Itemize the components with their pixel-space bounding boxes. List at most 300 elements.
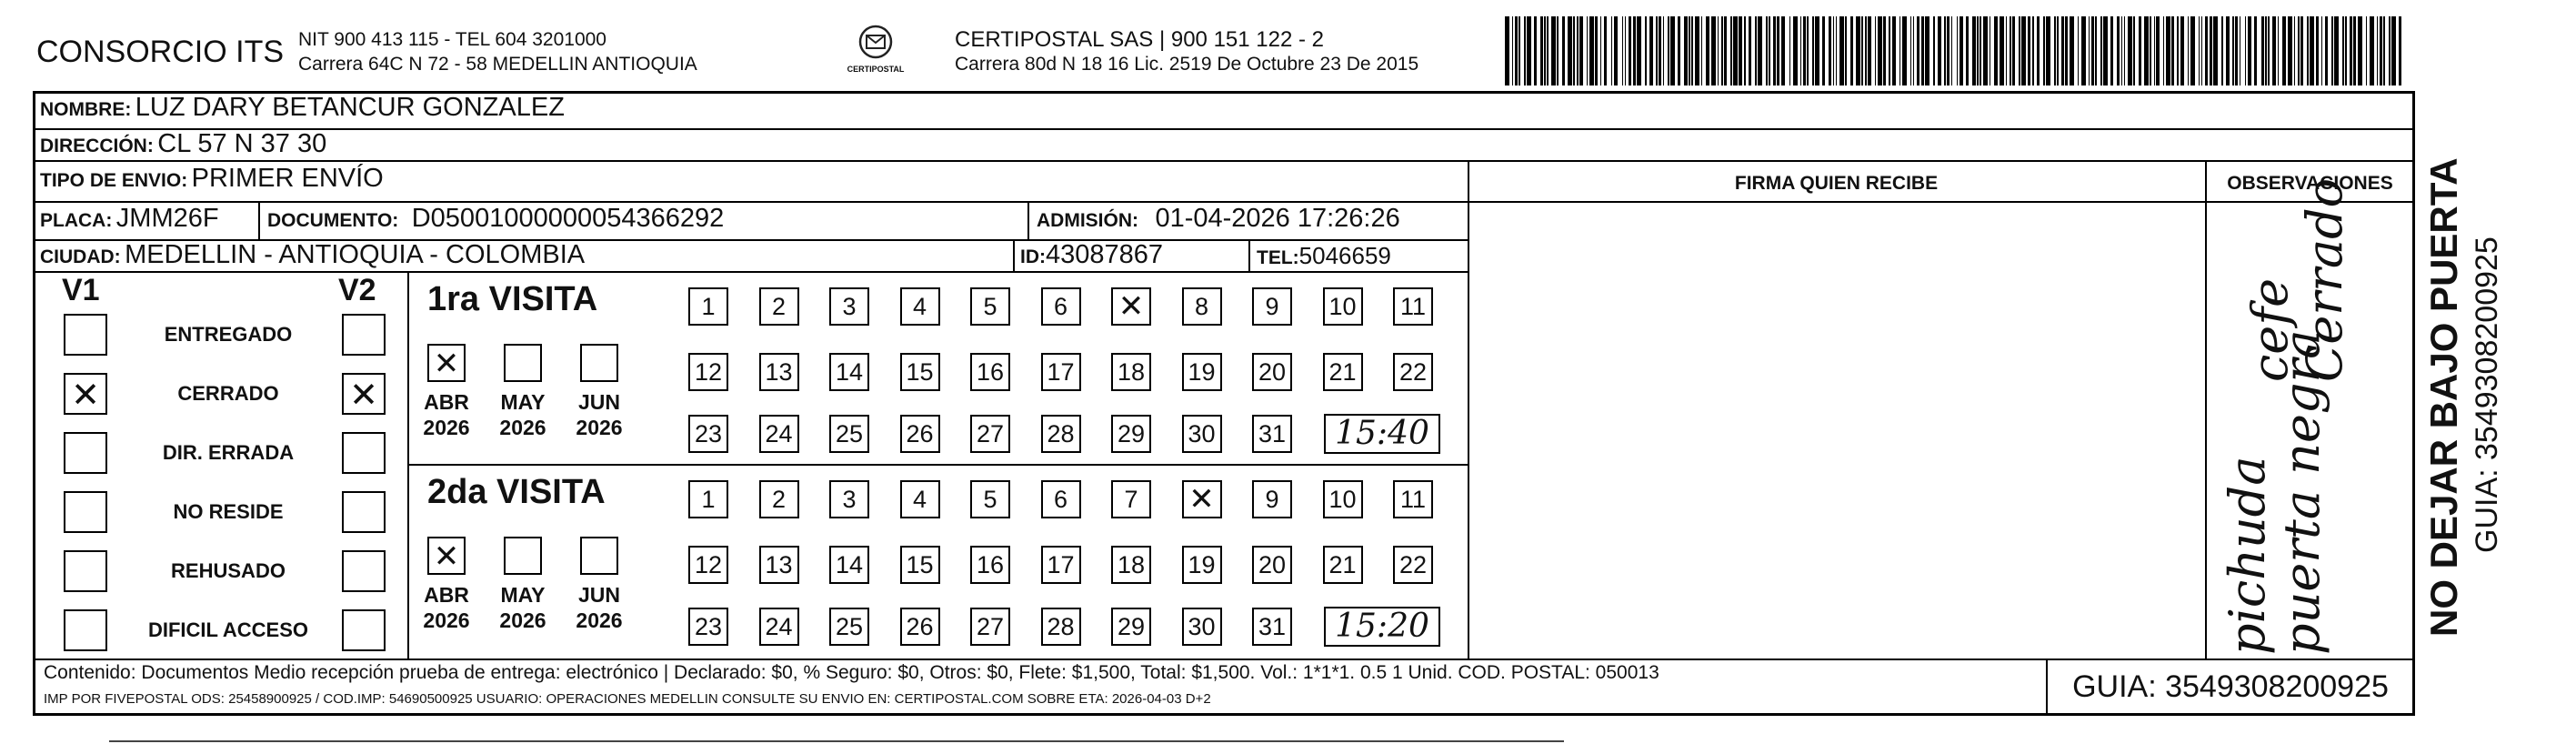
- day-box[interactable]: 14: [829, 353, 869, 391]
- barcode-bar: [1902, 16, 1907, 85]
- barcode-bar: [1966, 16, 1969, 85]
- v1-checkbox[interactable]: [64, 550, 107, 592]
- name-row: [40, 93, 565, 123]
- carrier-nit-line: CERTIPOSTAL SAS | 900 151 122 - 2: [955, 27, 1324, 52]
- day-box[interactable]: 3: [829, 287, 869, 326]
- signature-header: FIRMA QUIEN RECIBE: [1734, 173, 1939, 194]
- barcode-bar: [1733, 16, 1738, 85]
- day-box[interactable]: 6: [1041, 287, 1081, 326]
- barcode-bar: [1883, 16, 1886, 85]
- barcode-bar: [2399, 16, 2401, 85]
- v2-checkbox[interactable]: [342, 432, 386, 474]
- barcode-bar: [2245, 16, 2247, 85]
- barcode-bar: [1947, 16, 1950, 85]
- barcode-bar: [2391, 16, 2396, 85]
- month-year: 2026: [499, 608, 546, 632]
- barcode-bar: [1789, 16, 1791, 85]
- day-box[interactable]: 14: [829, 546, 869, 584]
- barcode-bar: [2156, 16, 2159, 85]
- barcode-bar: [2089, 16, 2090, 85]
- barcode-bar: [1990, 16, 1991, 85]
- barcode-bar: [1515, 16, 1518, 85]
- month-name: JUN: [577, 390, 620, 414]
- day-box[interactable]: 30: [1182, 415, 1222, 453]
- barcode-bar: [1656, 16, 1658, 85]
- day-box[interactable]: ✕: [1182, 480, 1222, 518]
- day-box[interactable]: 4: [900, 480, 940, 518]
- barcode-bar: [1505, 16, 1509, 85]
- day-box[interactable]: 19: [1182, 353, 1222, 391]
- visit-time[interactable]: 15:20: [1324, 607, 1440, 647]
- barcode-bar: [2294, 16, 2296, 85]
- month-checkbox[interactable]: [580, 344, 618, 382]
- day-box[interactable]: 11: [1393, 480, 1433, 518]
- day-box[interactable]: 16: [970, 546, 1010, 584]
- barcode-bar: [2316, 16, 2319, 85]
- day-box[interactable]: 31: [1252, 415, 1292, 453]
- barcode-bar: [2350, 16, 2352, 85]
- barcode-bar: [1625, 16, 1627, 85]
- barcode-bar: [2019, 16, 2020, 85]
- barcode-bar: [1589, 16, 1594, 85]
- v1-checkbox[interactable]: [64, 432, 107, 474]
- side-guide-number: GUIA: 3549308200925: [2470, 236, 2504, 553]
- id-label: ID:: [1020, 246, 1046, 267]
- barcode-bar: [2300, 16, 2303, 85]
- barcode-bar: [2248, 16, 2252, 85]
- day-box[interactable]: 12: [688, 353, 728, 391]
- barcode-bar: [1689, 16, 1690, 85]
- barcode-bar: [1711, 16, 1716, 85]
- barcode-bar: [1836, 16, 1838, 85]
- barcode-bar: [1972, 16, 1975, 85]
- barcode-bar: [2103, 16, 2108, 85]
- barcode-bar: [2288, 16, 2292, 85]
- barcode-bar: [2054, 16, 2056, 85]
- envelope-logo-icon: [856, 24, 896, 60]
- barcode-bar: [2345, 16, 2347, 85]
- barcode-bar: [2334, 16, 2339, 85]
- barcode-bar: [1910, 16, 1912, 85]
- day-box[interactable]: 21: [1323, 353, 1363, 391]
- barcode-bar: [2310, 16, 2314, 85]
- day-box[interactable]: 29: [1111, 415, 1151, 453]
- barcode-bar: [1595, 16, 1598, 85]
- v2-checkbox[interactable]: [342, 550, 386, 592]
- month-name: ABR: [424, 583, 469, 607]
- barcode-bar: [1691, 16, 1693, 85]
- barcode-bar: [2177, 16, 2179, 85]
- barcode-bar: [2100, 16, 2102, 85]
- day-box[interactable]: 15: [900, 353, 940, 391]
- month-checkbox[interactable]: [504, 537, 542, 575]
- v1-header: V1: [62, 273, 100, 307]
- day-box[interactable]: 17: [1041, 546, 1081, 584]
- barcode-bar: [1812, 16, 1814, 85]
- handwritten-note-2: puerta negra: [2273, 329, 2330, 655]
- barcode-bar: [1899, 16, 1901, 85]
- barcode-bar: [2235, 16, 2238, 85]
- barcode-bar: [1845, 16, 1847, 85]
- barcode-bar: [2366, 16, 2368, 85]
- day-box[interactable]: 18: [1111, 353, 1151, 391]
- barcode-bar: [2171, 16, 2174, 85]
- visit-time[interactable]: 15:40: [1324, 414, 1440, 454]
- barcode-bar: [2078, 16, 2080, 85]
- barcode-bar: [2190, 16, 2195, 85]
- month-name: JUN: [577, 583, 620, 607]
- day-box[interactable]: 23: [688, 608, 728, 646]
- month-label: [486, 582, 559, 633]
- month-year: 2026: [576, 608, 623, 632]
- no-leave-under-door-warning: NO DEJAR BAJO PUERTA: [2422, 157, 2465, 637]
- v2-checkbox[interactable]: [342, 491, 386, 533]
- day-box[interactable]: 28: [1041, 608, 1081, 646]
- barcode-bar: [1793, 16, 1798, 85]
- barcode-bar: [2199, 16, 2200, 85]
- barcode: [1505, 16, 2414, 85]
- barcode-bar: [1807, 16, 1809, 85]
- barcode-bar: [1637, 16, 1641, 85]
- status-label: REHUSADO: [171, 559, 286, 582]
- barcode-bar: [2037, 16, 2040, 85]
- barcode-bar: [1744, 16, 1746, 85]
- shipment-type: PRIMER ENVÍO: [191, 164, 384, 193]
- month-name: ABR: [424, 390, 469, 414]
- day-box[interactable]: 13: [759, 353, 799, 391]
- barcode-bar: [1875, 16, 1877, 85]
- month-checkbox[interactable]: [580, 537, 618, 575]
- barcode-bar: [2377, 16, 2379, 85]
- barcode-bar: [1980, 16, 1981, 85]
- barcode-bar: [1925, 16, 1929, 85]
- carrier-address-line: Carrera 80d N 18 16 Lic. 2519 De Octubre 23 De 2015: [955, 54, 1419, 75]
- barcode-bar: [2213, 16, 2218, 85]
- barcode-bar: [1977, 16, 1979, 85]
- admission-datetime: 01-04-2026 17:26:26: [1155, 204, 1400, 233]
- barcode-bar: [1839, 16, 1844, 85]
- barcode-bar: [2282, 16, 2285, 85]
- barcode-bar: [2121, 16, 2123, 85]
- day-box[interactable]: 7: [1111, 480, 1151, 518]
- month-year: 2026: [499, 416, 546, 439]
- barcode-bar: [2124, 16, 2126, 85]
- barcode-bar: [1800, 16, 1802, 85]
- barcode-bar: [2095, 16, 2097, 85]
- day-box[interactable]: 6: [1041, 480, 1081, 518]
- recipient-id: 43087867: [1046, 240, 1164, 269]
- day-box[interactable]: 15: [900, 546, 940, 584]
- barcode-bar: [1889, 16, 1890, 85]
- company-name: CONSORCIO ITS: [36, 35, 285, 69]
- barcode-bar: [1739, 16, 1741, 85]
- barcode-bar: [1544, 16, 1546, 85]
- barcode-bar: [2133, 16, 2135, 85]
- day-box[interactable]: 3: [829, 480, 869, 518]
- barcode-bar: [2325, 16, 2328, 85]
- barcode-bar: [1684, 16, 1687, 85]
- barcode-bar: [1540, 16, 1543, 85]
- barcode-bar: [2032, 16, 2034, 85]
- barcode-bar: [2166, 16, 2170, 85]
- barcode-bar: [1868, 16, 1870, 85]
- barcode-bar: [1547, 16, 1549, 85]
- barcode-bar: [1573, 16, 1575, 85]
- day-box[interactable]: 20: [1252, 353, 1292, 391]
- carrier-info: [955, 27, 1418, 76]
- day-box[interactable]: 23: [688, 415, 728, 453]
- barcode-bar: [2163, 16, 2165, 85]
- barcode-bar: [1957, 16, 1959, 85]
- barcode-bar: [2110, 16, 2113, 85]
- visit-title: 1ra VISITA: [427, 280, 598, 318]
- day-box[interactable]: 16: [970, 353, 1010, 391]
- v2-checkbox[interactable]: ✕: [342, 373, 386, 415]
- day-box[interactable]: 27: [970, 608, 1010, 646]
- footer-guide-number: GUIA: 3549308200925: [2072, 669, 2389, 704]
- status-label: DIR. ERRADA: [162, 441, 295, 464]
- month-year: 2026: [423, 608, 470, 632]
- day-box[interactable]: 10: [1323, 287, 1363, 326]
- barcode-bar: [2006, 16, 2008, 85]
- month-label: [563, 582, 636, 633]
- v1-checkbox[interactable]: [64, 314, 107, 356]
- month-name: MAY: [500, 390, 546, 414]
- month-label: [410, 582, 483, 633]
- barcode-bar: [1562, 16, 1565, 85]
- status-label: ENTREGADO: [164, 323, 293, 346]
- day-box[interactable]: 29: [1111, 608, 1151, 646]
- day-box[interactable]: 26: [900, 608, 940, 646]
- day-box[interactable]: 25: [829, 608, 869, 646]
- shipment-type-row: [40, 164, 384, 194]
- barcode-bar: [1829, 16, 1831, 85]
- status-label: CERRADO: [177, 382, 279, 405]
- barcode-bar: [2358, 16, 2362, 85]
- barcode-bar: [1645, 16, 1647, 85]
- day-box[interactable]: 5: [970, 287, 1010, 326]
- barcode-bar: [1938, 16, 1942, 85]
- v2-checkbox[interactable]: [342, 609, 386, 651]
- barcode-bar: [1512, 16, 1514, 85]
- day-box[interactable]: 11: [1393, 287, 1433, 326]
- barcode-bar: [1701, 16, 1703, 85]
- recipient-tel: 5046659: [1298, 242, 1391, 269]
- name-label: NOMBRE:: [40, 99, 132, 120]
- barcode-bar: [2272, 16, 2277, 85]
- barcode-bar: [1663, 16, 1665, 85]
- barcode-bar: [1944, 16, 1946, 85]
- day-box[interactable]: 22: [1393, 546, 1433, 584]
- barcode-bar: [1659, 16, 1661, 85]
- barcode-bar: [2046, 16, 2050, 85]
- barcode-bar: [1833, 16, 1835, 85]
- barcode-bar: [1611, 16, 1613, 85]
- city-row: [40, 240, 585, 270]
- day-box[interactable]: 9: [1252, 287, 1292, 326]
- barcode-bar: [1557, 16, 1559, 85]
- month-checkbox[interactable]: ✕: [427, 537, 466, 575]
- day-box[interactable]: 22: [1393, 353, 1433, 391]
- barcode-bar: [1600, 16, 1602, 85]
- barcode-bar: [1777, 16, 1779, 85]
- day-box[interactable]: 21: [1323, 546, 1363, 584]
- tel-label: TEL:: [1257, 247, 1299, 268]
- plate-label: PLACA:: [40, 210, 113, 231]
- day-box[interactable]: 1: [688, 287, 728, 326]
- barcode-bar: [1614, 16, 1619, 85]
- day-box[interactable]: 5: [970, 480, 1010, 518]
- day-box[interactable]: 25: [829, 415, 869, 453]
- barcode-bar: [2010, 16, 2011, 85]
- day-box[interactable]: 10: [1323, 480, 1363, 518]
- day-box[interactable]: 2: [759, 287, 799, 326]
- barcode-bar: [2128, 16, 2132, 85]
- day-box[interactable]: 31: [1252, 608, 1292, 646]
- barcode-bar: [1678, 16, 1680, 85]
- barcode-bar: [2065, 16, 2068, 85]
- day-box[interactable]: 24: [759, 608, 799, 646]
- barcode-bar: [1933, 16, 1935, 85]
- v1-checkbox[interactable]: [64, 491, 107, 533]
- observations-header: OBSERVACIONES: [2227, 173, 2393, 194]
- day-box[interactable]: 24: [759, 415, 799, 453]
- day-box[interactable]: 17: [1041, 353, 1081, 391]
- recipient-name: LUZ DARY BETANCUR GONZALEZ: [135, 93, 565, 122]
- day-box[interactable]: 1: [688, 480, 728, 518]
- id-row: [1020, 240, 1163, 270]
- barcode-bar: [2278, 16, 2280, 85]
- barcode-bar: [1695, 16, 1699, 85]
- day-box[interactable]: 18: [1111, 546, 1151, 584]
- day-box[interactable]: 9: [1252, 480, 1292, 518]
- barcode-bar: [1534, 16, 1537, 85]
- company-nit-line: NIT 900 413 115 - TEL 604 3201000: [298, 29, 606, 50]
- month-checkbox[interactable]: [504, 344, 542, 382]
- barcode-bar: [1579, 16, 1582, 85]
- barcode-bar: [2261, 16, 2264, 85]
- barcode-bar: [2342, 16, 2344, 85]
- v1-checkbox[interactable]: [64, 609, 107, 651]
- barcode-bar: [2265, 16, 2267, 85]
- print-info-line: IMP POR FIVEPOSTAL ODS: 25458900925 / COD.IMP: 54690500925 USUARIO: OPERACIONES MEDELLIN CONSULTE SU ENVIO EN: CERTIPOSTAL.COM SOBRE ETA: 2026-04-03 D+2: [44, 691, 1211, 707]
- barcode-bar: [1604, 16, 1607, 85]
- barcode-bar: [1551, 16, 1556, 85]
- barcode-bar: [1822, 16, 1825, 85]
- barcode-bar: [2043, 16, 2045, 85]
- barcode-bar: [2210, 16, 2212, 85]
- barcode-bar: [1865, 16, 1867, 85]
- barcode-bar: [1983, 16, 1988, 85]
- barcode-bar: [2383, 16, 2385, 85]
- barcode-bar: [1856, 16, 1860, 85]
- handwritten-note-4: Cerrado: [2296, 177, 2353, 382]
- day-box[interactable]: 26: [900, 415, 940, 453]
- barcode-bar: [1917, 16, 1919, 85]
- day-box[interactable]: 13: [759, 546, 799, 584]
- address-label: DIRECCIÓN:: [40, 136, 154, 156]
- day-box[interactable]: 28: [1041, 415, 1081, 453]
- handwritten-note-3: cefe: [2241, 277, 2299, 382]
- day-box[interactable]: 27: [970, 415, 1010, 453]
- contents-line: Contenido: Documentos Medio recepción prueba de entrega: electrónico | Declarado: $0, % Seguro: $0, Otros: $0, Flete: $1,500, Total: $1,500. Vol.: 1*1*1. 0.5 1 Unid. COD. POSTAL: 050013: [44, 662, 1659, 683]
- barcode-bar: [1629, 16, 1631, 85]
- barcode-bar: [1524, 16, 1526, 85]
- certipostal-logo: [835, 24, 917, 74]
- barcode-bar: [1587, 16, 1589, 85]
- month-label: [486, 389, 559, 440]
- barcode-bar: [2254, 16, 2257, 85]
- month-checkbox[interactable]: ✕: [427, 344, 466, 382]
- address-row: [40, 129, 326, 159]
- month-label: [563, 389, 636, 440]
- barcode-bar: [1706, 16, 1709, 85]
- handwritten-note-1: pichuda: [2219, 456, 2276, 655]
- barcode-bar: [1670, 16, 1675, 85]
- day-box[interactable]: 20: [1252, 546, 1292, 584]
- barcode-bar: [2240, 16, 2241, 85]
- day-box[interactable]: 8: [1182, 287, 1222, 326]
- barcode-bar: [1850, 16, 1853, 85]
- barcode-bar: [1878, 16, 1882, 85]
- barcode-bar: [1766, 16, 1768, 85]
- barcode-bar: [1718, 16, 1719, 85]
- barcode-bar: [1721, 16, 1723, 85]
- status-label: NO RESIDE: [173, 500, 284, 523]
- barcode-bar: [2139, 16, 2141, 85]
- barcode-bar: [2298, 16, 2300, 85]
- barcode-bar: [1773, 16, 1776, 85]
- month-label: [410, 389, 483, 440]
- v1-checkbox[interactable]: ✕: [64, 373, 107, 415]
- admission-label: ADMISIÓN:: [1037, 210, 1138, 231]
- barcode-bar: [2150, 16, 2151, 85]
- barcode-bar: [1755, 16, 1757, 85]
- day-box[interactable]: 19: [1182, 546, 1222, 584]
- recipient-city: MEDELLIN - ANTIOQUIA - COLOMBIA: [125, 240, 586, 269]
- document-row: [267, 204, 724, 234]
- barcode-bar: [2012, 16, 2015, 85]
- day-box[interactable]: 4: [900, 287, 940, 326]
- day-box[interactable]: ✕: [1111, 287, 1151, 326]
- barcode-bar: [2000, 16, 2004, 85]
- document-number: D05001000000054366292: [411, 204, 725, 233]
- barcode-bar: [1861, 16, 1863, 85]
- barcode-bar: [2201, 16, 2203, 85]
- barcode-bar: [2307, 16, 2309, 85]
- barcode-bar: [2188, 16, 2190, 85]
- barcode-bar: [1568, 16, 1572, 85]
- barcode-bar: [2057, 16, 2059, 85]
- barcode-bar: [1668, 16, 1669, 85]
- barcode-bar: [2232, 16, 2234, 85]
- day-box[interactable]: 2: [759, 480, 799, 518]
- barcode-bar: [2117, 16, 2120, 85]
- barcode-bar: [1749, 16, 1751, 85]
- barcode-bar: [2389, 16, 2391, 85]
- barcode-bar: [2268, 16, 2270, 85]
- admission-row: [1037, 204, 1400, 234]
- day-box[interactable]: 12: [688, 546, 728, 584]
- day-box[interactable]: 30: [1182, 608, 1222, 646]
- v2-checkbox[interactable]: [342, 314, 386, 356]
- visit-title: 2da VISITA: [427, 473, 606, 511]
- barcode-bar: [2380, 16, 2382, 85]
- barcode-bar: [1758, 16, 1762, 85]
- barcode-bar: [1649, 16, 1654, 85]
- barcode-bar: [2081, 16, 2086, 85]
- barcode-bar: [2205, 16, 2208, 85]
